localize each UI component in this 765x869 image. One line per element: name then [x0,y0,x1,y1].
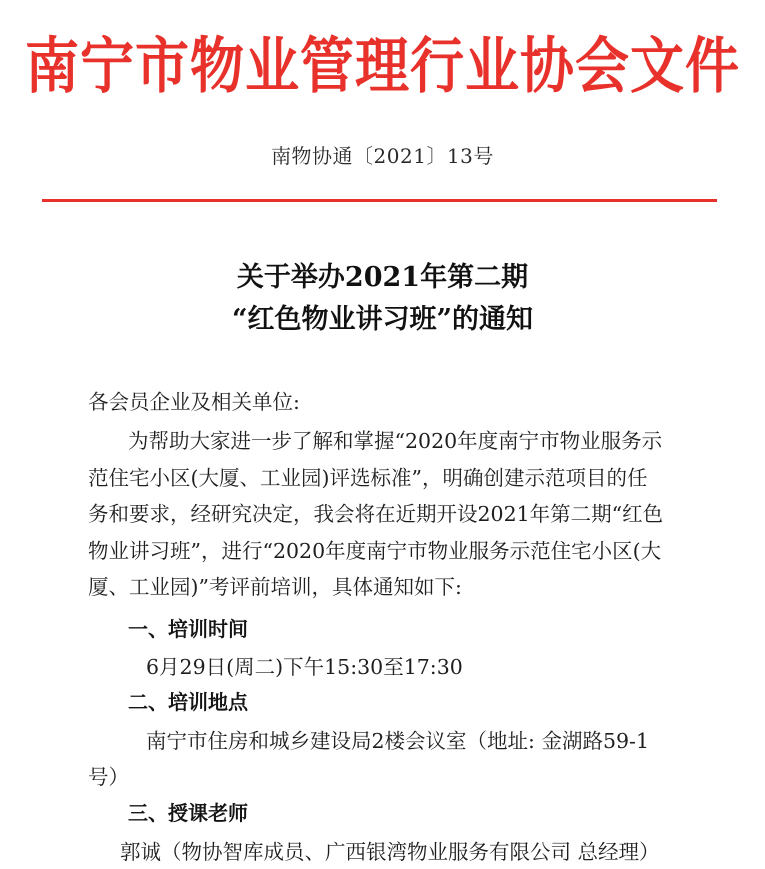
section-heading-instructor: 三、授课老师 [128,801,248,825]
training-location-detail-cont: 号） [88,765,129,789]
org-masthead-title: 南宁市物业管理行业协会文件 [25,29,740,101]
red-divider-rule [42,199,717,202]
notice-title-line-2: “红色物业讲习班”的通知 [231,304,534,335]
training-time-detail: 6月29日(周二)下午15:30至17:30 [146,655,463,679]
paragraph-line: 务和要求，经研究决定，我会将在近期开设2021年第二期“红色 [88,502,664,526]
paragraph-line: 物业讲习班”，进行“2020年度南宁市物业服务示范住宅小区(大 [88,538,662,563]
section-heading-location: 二、培训地点 [128,690,248,714]
notice-title-line-1: 关于举办2021年第二期 [236,262,529,293]
section-heading-time: 一、培训时间 [128,617,248,641]
paragraph-line: 范住宅小区(大厦、工业园)评选标准”，明确创建示范项目的任 [88,465,648,490]
paragraph-line: 为帮助大家进一步了解和掌握“2020年度南宁市物业服务示 [128,429,663,453]
training-location-detail: 南宁市住房和城乡建设局2楼会议室（地址: 金湖路59-1 [146,729,650,753]
salutation: 各会员企业及相关单位: [88,390,300,414]
instructor-detail: 郭诚（物协智库成员、广西银湾物业服务有限公司 总经理） [120,840,660,864]
document-number: 南物协通〔2021〕13号 [271,144,494,168]
paragraph-line: 厦、工业园)”考评前培训，具体通知如下: [88,575,462,599]
intro-paragraph [88,423,688,606]
